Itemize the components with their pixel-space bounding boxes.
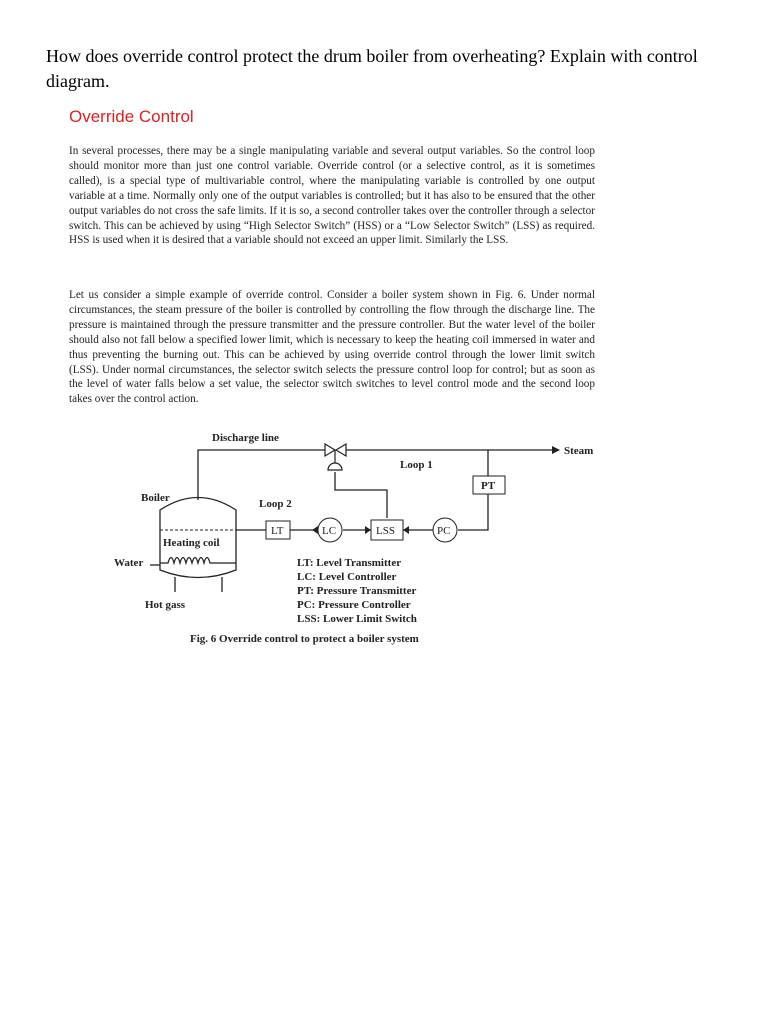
lc-label: LC bbox=[322, 525, 337, 537]
legend-lc: LC: Level Controller bbox=[297, 571, 397, 583]
boiler-label: Boiler bbox=[141, 492, 170, 504]
heating-coil-label: Heating coil bbox=[163, 537, 220, 549]
legend-pt: PT: Pressure Transmitter bbox=[297, 585, 417, 597]
legend-lss: LSS: Lower Limit Switch bbox=[297, 613, 417, 625]
legend-lt: LT: Level Transmitter bbox=[297, 557, 402, 569]
legend-pc: PC: Pressure Controller bbox=[297, 599, 411, 611]
water-label: Water bbox=[114, 557, 144, 569]
pt-label: PT bbox=[481, 480, 496, 492]
loop2-label: Loop 2 bbox=[259, 498, 292, 510]
hot-gas-label: Hot gass bbox=[145, 599, 186, 611]
discharge-line bbox=[198, 450, 508, 500]
lt-label: LT bbox=[271, 525, 284, 537]
control-valve bbox=[325, 444, 346, 470]
steam-arrowhead bbox=[552, 446, 560, 454]
paragraph-1: In several processes, there may be a single manipulating variable and several output variables. So the control loop should monitor more than just one control variable. Override control (or a selective control, as it is sometimes called), is a special type of multivariable control, where the manipulating variable is controlled by one output variable at a time. Normally only one of the output variables is controlled; but it has also to be ensured that the other output variables do not cross the safe limits. If it is so, a second controller takes over the controller through a selector switch. This can be achieved by using “High Selector Switch” (HSS) or a “Low Selector Switch” (LSS) as required. HSS is used when it is desired that a variable should not exceed an upper limit. Similarly the LSS. bbox=[69, 145, 595, 247]
paragraph-2: Let us consider a simple example of override control. Consider a boiler system shown in Fig. 6. Under normal circumstances, the steam pressure of the boiler is controlled by controlling the flow through the discharge line. The pressure is maintained through the pressure transmitter and the pressure controller. But the water level of the boiler should also not fall below a specified lower limit, which is necessary to keep the heating coil immersed in water and thus preventing the burning out. This can be achieved by using override control through the lower limit switch (LSS). Under normal circumstances, the selector switch selects the pressure control loop for control; but as soon as the level of water falls below a set value, the selector switch switches to level control mode and the second loop takes over the control action. bbox=[69, 289, 595, 406]
figure-caption: Fig. 6 Override control to protect a boiler system bbox=[190, 633, 419, 645]
pc-label: PC bbox=[437, 525, 451, 537]
question-text: How does override control protect the drum boiler from overheating? Explain with control diagram. bbox=[46, 46, 698, 91]
steam-label: Steam bbox=[564, 445, 594, 457]
discharge-line-label: Discharge line bbox=[212, 432, 279, 444]
loop1-label: Loop 1 bbox=[400, 459, 433, 471]
lss-label: LSS bbox=[376, 525, 395, 537]
heating-coil bbox=[160, 558, 236, 564]
section-title: Override Control bbox=[69, 107, 194, 126]
hot-gas-line bbox=[175, 577, 222, 592]
loop1-line bbox=[335, 472, 387, 518]
